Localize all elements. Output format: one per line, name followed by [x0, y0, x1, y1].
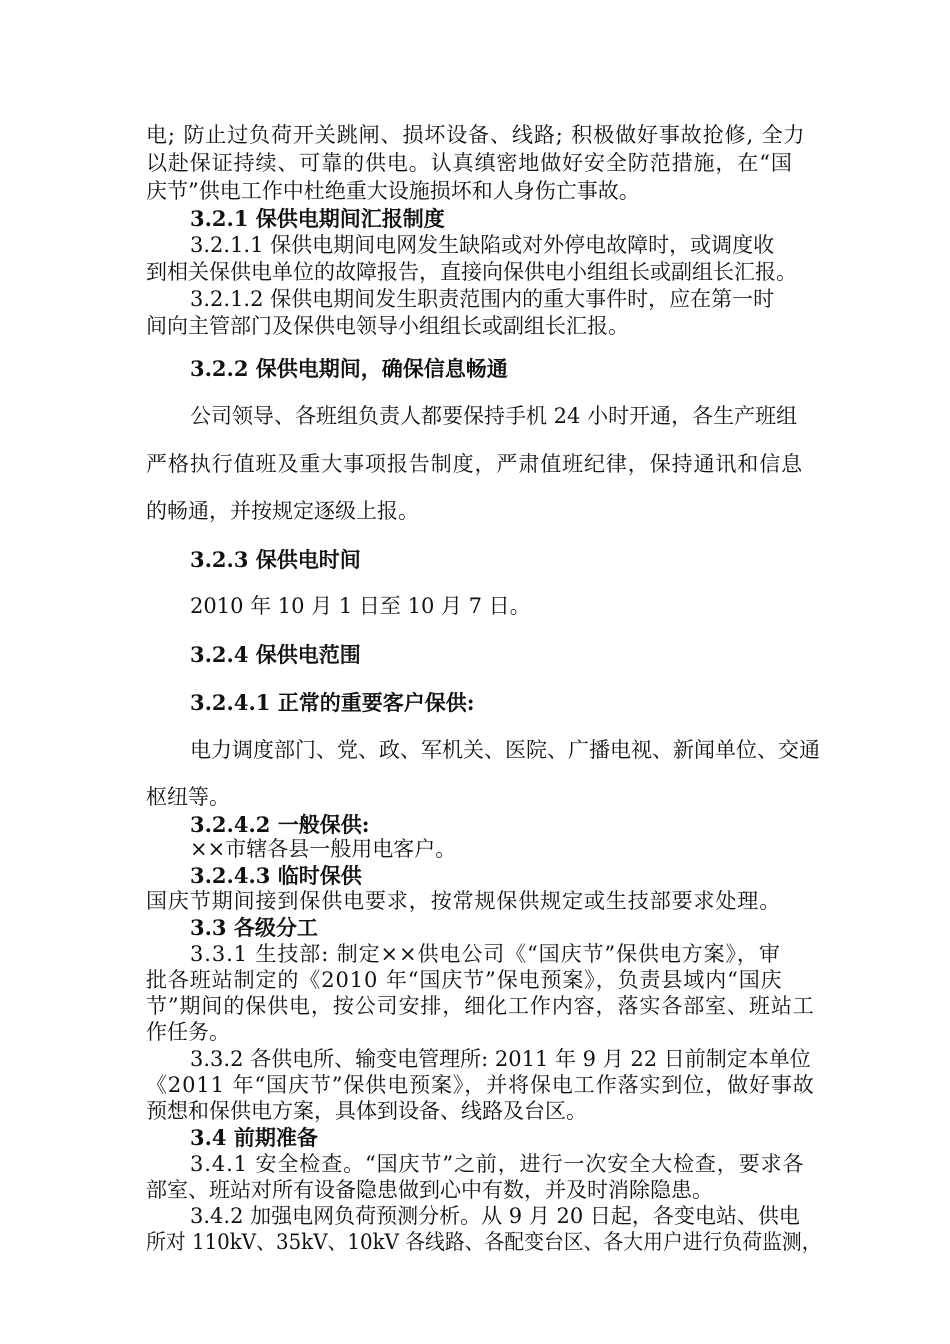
- paragraph-line: 所对 110kV、35kV、10kV 各线路、各配变台区、各大用户进行负荷监测，: [146, 1230, 822, 1254]
- paragraph-line: 严格执行值班及重大事项报告制度，严肃值班纪律，保持通讯和信息: [146, 452, 803, 476]
- section-heading: 3.3 各级分工: [190, 915, 318, 940]
- paragraph-line: 部室、班站对所有设备隐患做到心中有数，并及时消除隐患。: [146, 1178, 713, 1202]
- paragraph-line: ××市辖各县一般用电客户。: [190, 837, 457, 861]
- paragraph-line: 节”期间的保供电，按公司安排，细化工作内容，落实各部室、班站工: [146, 994, 815, 1018]
- paragraph-line: 到相关保供电单位的故障报告，直接向保供电小组组长或副组长汇报。: [146, 260, 797, 284]
- paragraph-line: 作任务。: [146, 1020, 230, 1044]
- section-heading: 3.2.1 保供电期间汇报制度: [190, 206, 445, 231]
- paragraph-line: 3.3.1 生技部: 制定××供电公司《“国庆节”保供电方案》，审: [190, 942, 781, 966]
- paragraph-line: 间向主管部门及保供电领导小组组长或副组长汇报。: [146, 314, 629, 338]
- paragraph-line: 《2011 年“国庆节”保供电预案》，并将保电工作落实到位，做好事故: [146, 1073, 815, 1097]
- paragraph-line: 电力调度部门、党、政、军机关、医院、广播电视、新闻单位、交通: [190, 738, 820, 762]
- section-heading: 3.2.4 保供电范围: [190, 642, 361, 667]
- paragraph-line: 3.2.1.1 保供电期间电网发生缺陷或对外停电故障时，或调度收: [190, 233, 775, 257]
- paragraph-line: 庆节”供电工作中杜绝重大设施损坏和人身伤亡事故。: [146, 179, 640, 203]
- section-heading: 3.4 前期准备: [190, 1125, 318, 1150]
- paragraph-line: 3.3.2 各供电所、输变电管理所: 2011 年 9 月 22 日前制定本单位: [190, 1047, 811, 1071]
- paragraph-line: 以赴保证持续、可靠的供电。认真缜密地做好安全防范措施，在“国: [146, 151, 793, 175]
- paragraph-line: 公司领导、各班组负责人都要保持手机 24 小时开通，各生产班组: [190, 404, 798, 428]
- paragraph-line: 枢纽等。: [146, 785, 230, 809]
- section-heading: 3.2.4.2 一般保供:: [190, 812, 370, 837]
- paragraph-line: 预想和保供电方案，具体到设备、线路及台区。: [146, 1099, 587, 1123]
- section-heading: 3.2.4.3 临时保供: [190, 863, 362, 888]
- section-heading: 3.2.2 保供电期间，确保信息畅通: [190, 356, 508, 381]
- paragraph-line: 3.2.1.2 保供电期间发生职责范围内的重大事件时，应在第一时: [190, 287, 775, 311]
- paragraph-line: 3.4.2 加强电网负荷预测分析。从 9 月 20 日起，各变电站、供电: [190, 1204, 800, 1228]
- paragraph-line: 2010 年 10 月 1 日至 10 月 7 日。: [190, 594, 531, 618]
- paragraph-line: 电; 防止过负荷开关跳闸、损坏设备、线路; 积极做好事故抢修, 全力: [146, 123, 806, 147]
- paragraph-line: 批各班站制定的《2010 年“国庆节”保电预案》，负责县域内“国庆: [146, 968, 783, 992]
- paragraph-line: 的畅通，并按规定逐级上报。: [146, 499, 419, 523]
- section-heading: 3.2.4.1 正常的重要客户保供:: [190, 690, 475, 715]
- section-heading: 3.2.3 保供电时间: [190, 547, 361, 572]
- paragraph-line: 国庆节期间接到保供电要求，按常规保供规定或生技部要求处理。: [146, 889, 782, 913]
- paragraph-line: 3.4.1 安全检查。“国庆节”之前，进行一次安全大检查，要求各: [190, 1152, 805, 1176]
